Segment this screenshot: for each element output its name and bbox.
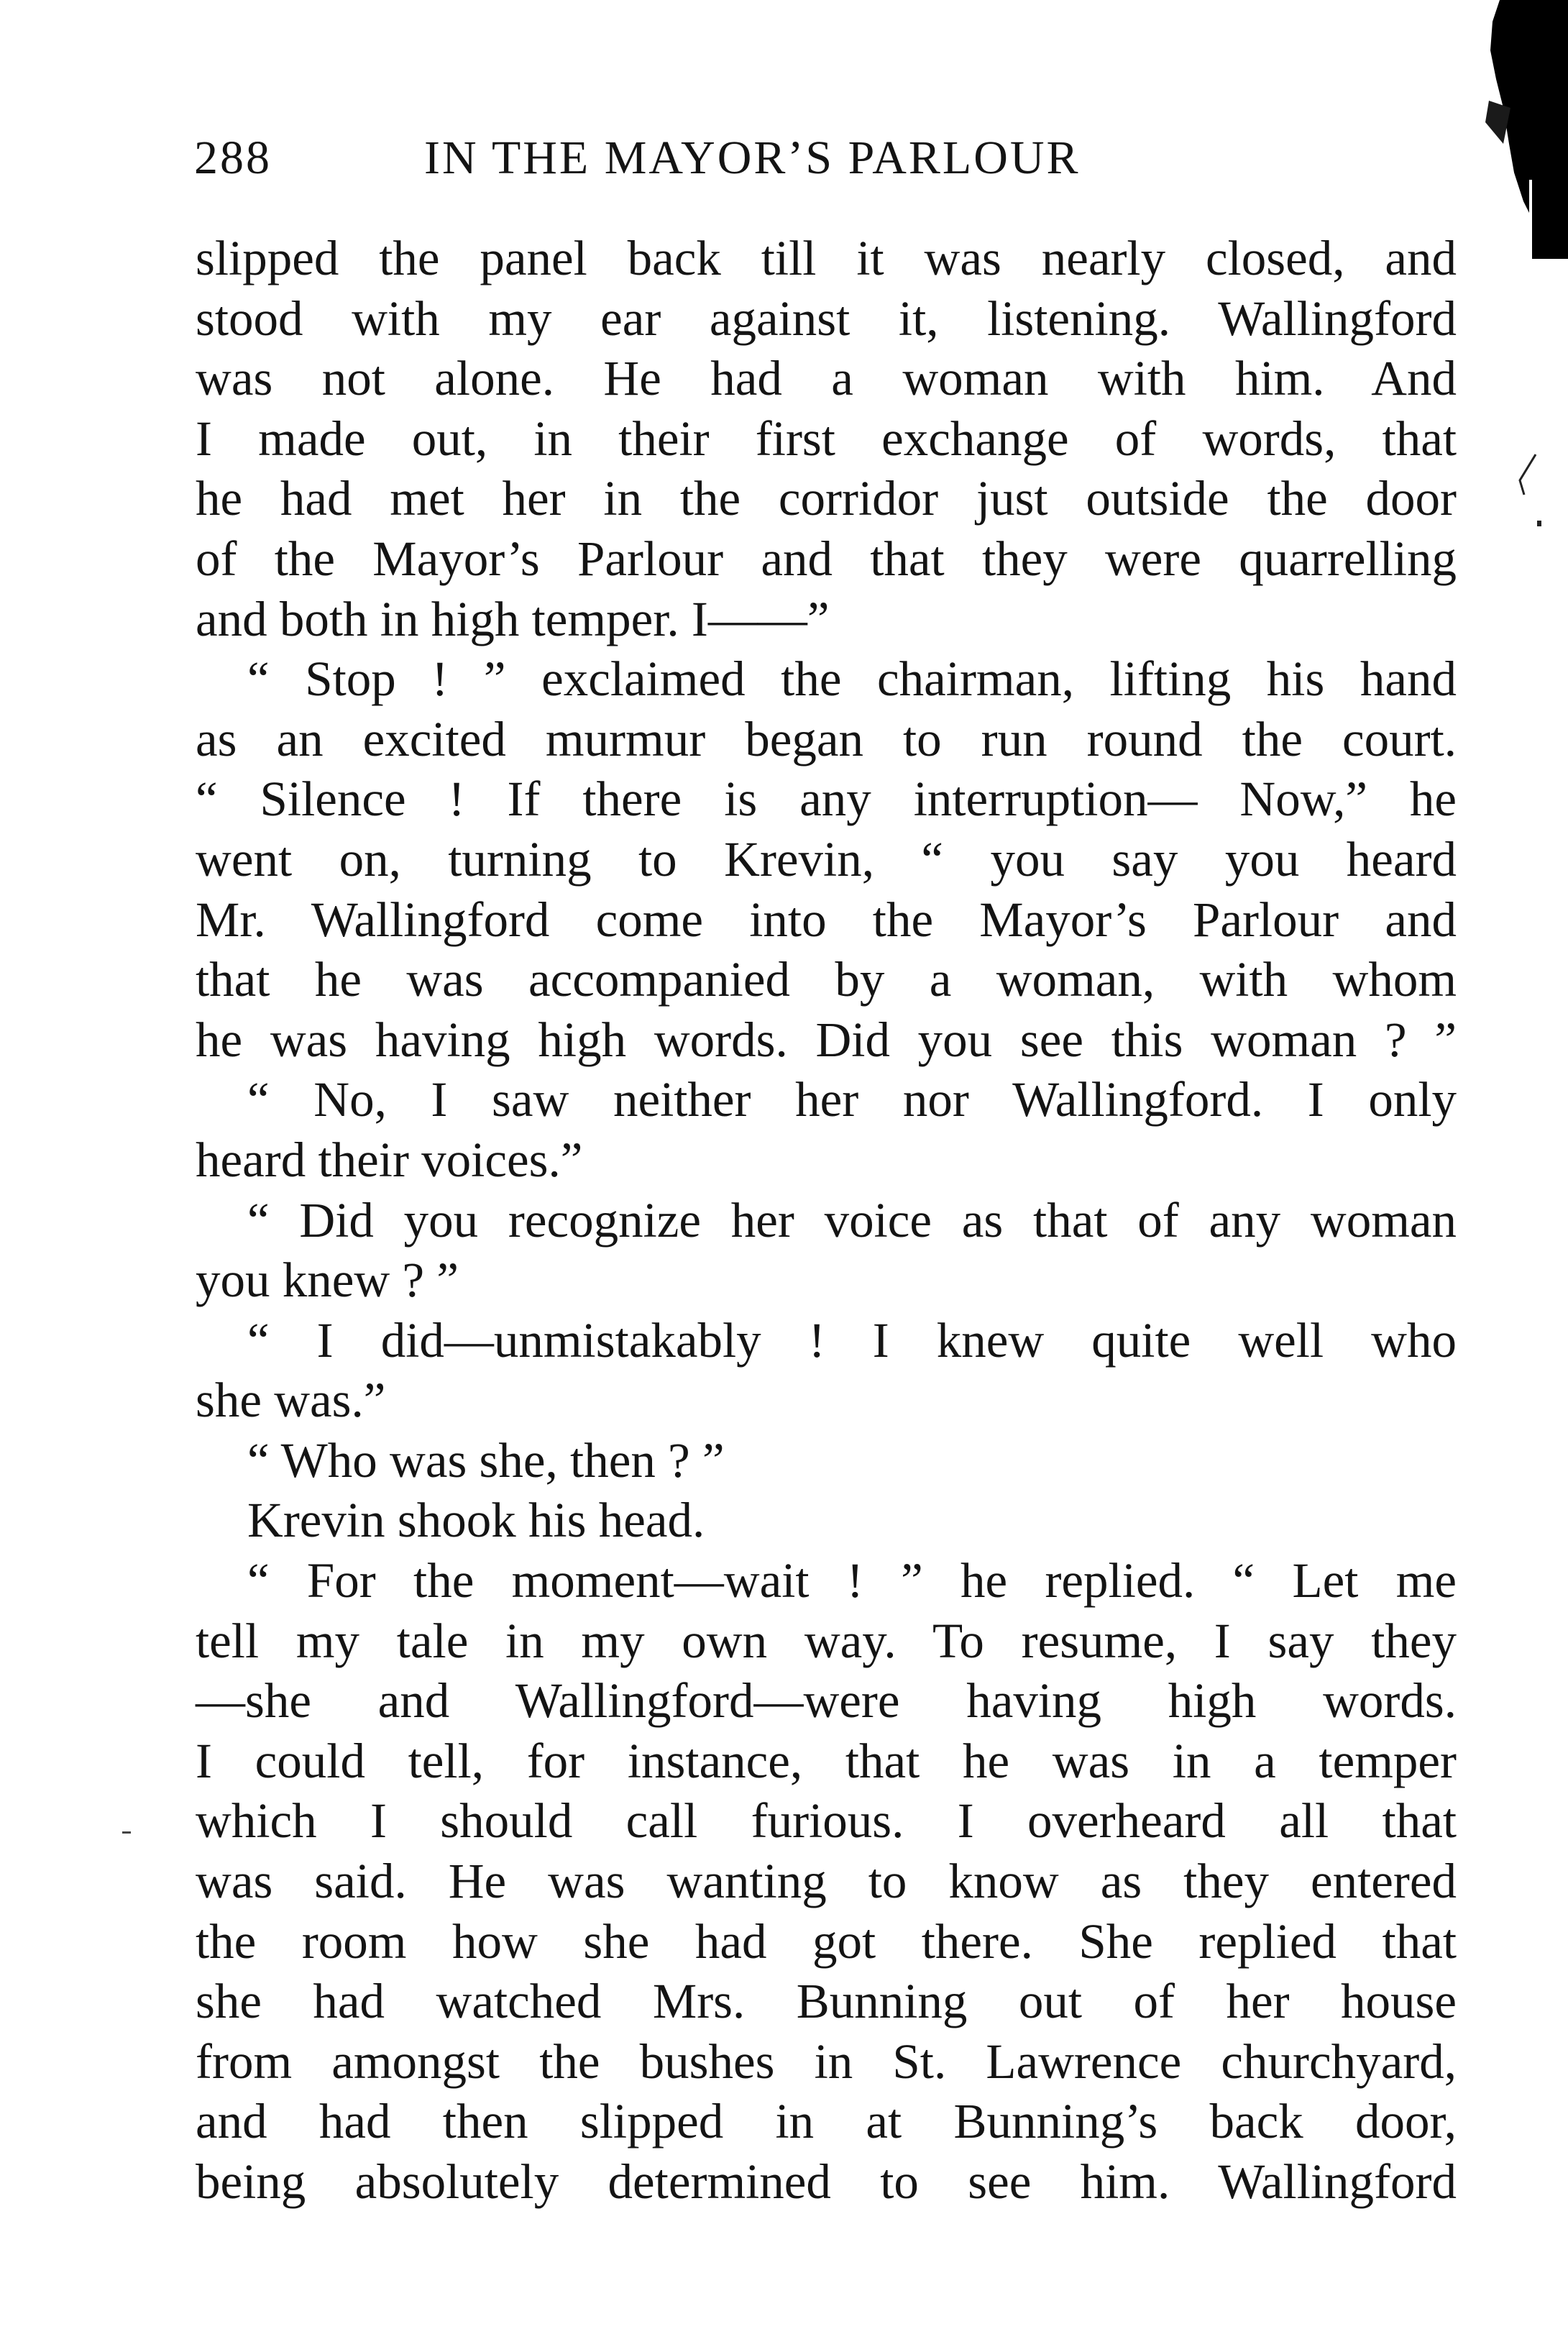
text-line: was not alone. He had a woman with him. And	[196, 351, 1457, 406]
text-line: tell my tale in my own way. To resume, I say they	[196, 1613, 1457, 1668]
text-line: she had watched Mrs. Bunning out of her house	[196, 1974, 1457, 2029]
text-line: being absolutely determined to see him. Wallingford	[196, 2154, 1457, 2209]
text-line: I made out, in their first exchange of words, that	[196, 411, 1457, 466]
text-line: “ Did you recognize her voice as that of any woman	[247, 1192, 1457, 1248]
text-line: I could tell, for instance, that he was in a temper	[196, 1733, 1457, 1788]
text-line: she was.”	[196, 1373, 386, 1428]
text-line: he was having high words. Did you see this woman ? ”	[196, 1012, 1457, 1067]
text-line: “ I did—unmistakably ! I knew quite well who	[247, 1312, 1457, 1368]
text-line: and both in high temper. I——”	[196, 591, 830, 646]
margin-dash-mark	[121, 1829, 135, 1836]
text-line: you knew ? ”	[196, 1253, 459, 1308]
margin-tick-mark	[1516, 452, 1544, 531]
text-line: went on, turning to Krevin, “ you say you heard	[196, 831, 1457, 887]
text-line: stood with my ear against it, listening. Wallingford	[196, 290, 1457, 346]
text-line: “ Who was she, then ? ”	[247, 1432, 725, 1488]
text-line: he had met her in the corridor just outside the door	[196, 471, 1457, 526]
running-head	[194, 122, 1459, 194]
text-line: slipped the panel back till it was nearly closed, and	[196, 231, 1457, 285]
text-line: —she and Wallingford—were having high words.	[196, 1673, 1457, 1729]
text-line: “ Silence ! If there is any interruption— Now,” he	[196, 772, 1457, 827]
text-line: that he was accompanied by a woman, with whom	[196, 952, 1457, 1007]
text-line: “ For the moment—wait ! ” he replied. “ Let me	[247, 1553, 1457, 1609]
text-line: “ Stop ! ” exclaimed the chairman, lifting his hand	[247, 651, 1457, 707]
body-text	[196, 229, 1457, 2213]
text-line: Krevin shook his head.	[247, 1493, 705, 1548]
text-line: was said. He was wanting to know as they entered	[196, 1854, 1457, 1909]
running-title: IN THE MAYOR’S PARLOUR	[424, 132, 1081, 184]
text-line: of the Mayor’s Parlour and that they were quarrelling	[196, 531, 1457, 586]
scan-edge-shadow	[1460, 0, 1568, 259]
text-line: and had then slipped in at Bunning’s back door,	[196, 2094, 1457, 2149]
text-line: the room how she had got there. She replied that	[196, 1913, 1457, 1969]
text-line: Mr. Wallingford come into the Mayor’s Parlour and	[196, 892, 1457, 947]
text-line: as an excited murmur began to run round the court.	[196, 711, 1457, 767]
text-line: which I should call furious. I overheard all that	[196, 1793, 1457, 1849]
text-line: heard their voices.”	[196, 1132, 583, 1187]
text-line: “ No, I saw neither her nor Wallingford. I only	[247, 1072, 1457, 1127]
text-line: from amongst the bushes in St. Lawrence churchyard,	[196, 2033, 1457, 2089]
page-number: 288	[194, 132, 272, 184]
